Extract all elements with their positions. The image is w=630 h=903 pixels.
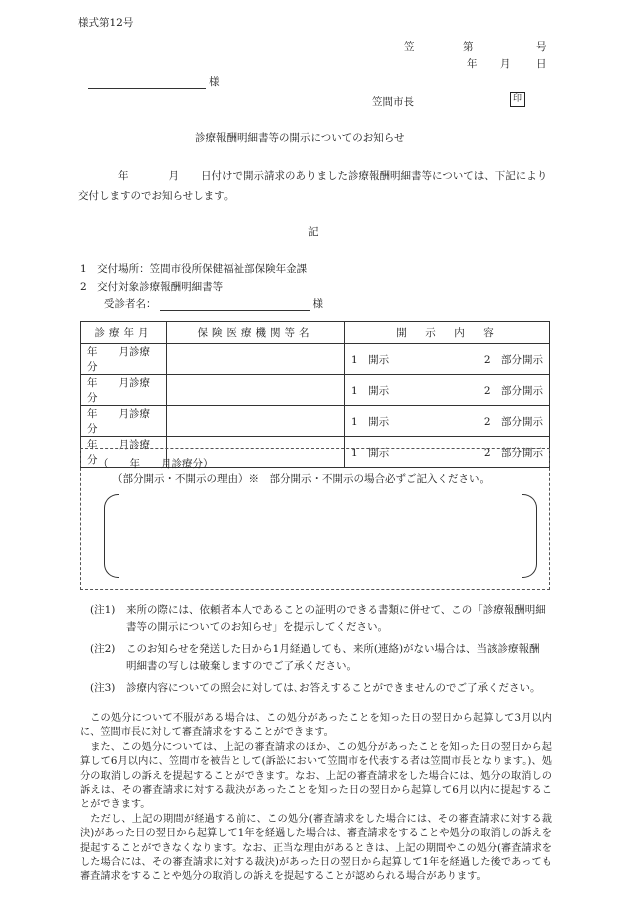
- option-partial-disclose: 2 部分開示: [483, 384, 543, 397]
- item-target-documents: 2 交付対象診療報酬明細書等: [80, 281, 224, 293]
- reason-box-month: （ 年 月診療分）: [98, 458, 214, 470]
- notes-section: [90, 602, 550, 702]
- appeal-notice: [80, 712, 552, 885]
- patient-name-line: [104, 296, 323, 311]
- note-item: [90, 641, 550, 675]
- treatment-month-cell: 年 月診療分: [81, 375, 167, 406]
- appeal-paragraph: ただし、上記の期間が経過する前に、この処分(審査請求をした場合には、その審査請求に対する裁決)があった日の翌日から起算して1年を経過した場合は、審査請求をすることや処分の取消しの訴えを提起することができなくなります。なお、正当な理由があるときは、上記の期間やこの処分(審査請求をした場合には、その審査請求に対する裁決)があった日の翌日から起算して1年を経過した後であっても審査請求をすることや処分の取消しの訴えを提起することが認められる場合があります。: [80, 813, 552, 883]
- document-title: 診療報酬明細書等の開示についてのお知らせ: [195, 132, 405, 144]
- disclosure-options-cell: [345, 344, 550, 375]
- disclosure-table: [80, 321, 550, 468]
- intro-body: 日付けで開示請求のありました診療報酬明細書等については、下記により交付しますのでお知らせします。: [78, 170, 548, 202]
- addressee: [88, 74, 220, 89]
- addressee-blank-line: [88, 76, 206, 89]
- option-disclose: 1 開示: [351, 384, 390, 397]
- note-item: [90, 680, 550, 697]
- header-treatment-month: 診療年月: [81, 322, 167, 344]
- option-disclose: 1 開示: [351, 415, 390, 428]
- treatment-month-cell: 年 月診療分: [81, 437, 167, 468]
- date-year: 年: [467, 58, 478, 70]
- treatment-month-cell: 年 月診療分: [81, 344, 167, 375]
- option-partial-disclose: 2 部分開示: [483, 353, 543, 366]
- option-disclose: 1 開示: [351, 353, 390, 366]
- patient-blank-line: [160, 298, 310, 311]
- note-number: (注1): [90, 604, 116, 616]
- reference-go: 号: [536, 41, 547, 53]
- disclosure-options-cell: [345, 406, 550, 437]
- table-header-row: [81, 322, 550, 344]
- patient-suffix: 様: [312, 298, 323, 310]
- reason-bracket-left: [104, 494, 119, 578]
- date-month: 月: [500, 58, 511, 70]
- note-text: 診療内容についての照会に対しては､お答えすることができませんのでご了承ください。: [126, 682, 541, 694]
- header-institution: 保険医療機関等名: [167, 322, 345, 344]
- option-disclose: 1 開示: [351, 446, 390, 459]
- table-row: [81, 375, 550, 406]
- intro-month: 月: [168, 170, 179, 182]
- appeal-paragraph: また、この処分については、上記の審査請求のほか、この処分があったことを知った日の翌日から起算して6月以内に、笠間市を被告として(訴訟において笠間市を代表する者は笠間市長となります。)、処分の取消しの訴えを提起することができます。なお、上記の審査請求をした場合には、処分の取消しの訴えは、その審査請求に対する裁決があったことを知った日の翌日から起算して6月以内に提起することができます。: [80, 741, 552, 811]
- option-partial-disclose: 2 部分開示: [483, 446, 543, 459]
- treatment-month-cell: 年 月診療分: [81, 406, 167, 437]
- intro-year: 年: [118, 170, 129, 182]
- institution-cell[interactable]: [167, 344, 345, 375]
- table-row: [81, 344, 550, 375]
- item-delivery-place: 1 交付場所：笠間市役所保健福祉部保険年金課: [80, 263, 308, 275]
- option-partial-disclose: 2 部分開示: [483, 415, 543, 428]
- institution-cell[interactable]: [167, 406, 345, 437]
- reference-dai: 第: [463, 41, 474, 53]
- form-number: 様式第12号: [78, 17, 134, 29]
- institution-cell[interactable]: [167, 375, 345, 406]
- intro-paragraph: [78, 166, 548, 206]
- sender-name: 笠間市長: [372, 96, 414, 108]
- reason-box-label: （部分開示・不開示の理由）※ 部分開示・不開示の場合必ずご記入ください。: [112, 473, 490, 485]
- addressee-suffix: 様: [209, 76, 220, 88]
- seal-mark: 印: [510, 92, 525, 107]
- header-disclosure-content: 開 示 内 容: [345, 322, 550, 344]
- reason-bracket-right: [522, 494, 537, 578]
- disclosure-options-cell: [345, 375, 550, 406]
- note-number: (注3): [90, 682, 116, 694]
- reference-prefix: 笠: [404, 41, 415, 53]
- appeal-paragraph: この処分について不服がある場合は、この処分があったことを知った日の翌日から起算して3月以内に、笠間市長に対して審査請求をすることができます。: [80, 713, 552, 739]
- note-number: (注2): [90, 643, 116, 655]
- note-text: 来所の際には、依頼者本人であることの証明のできる書類に併せて、この「診療報酬明細書等の開示についてのお知らせ」を提示してください。: [126, 604, 546, 633]
- ki-heading: 記: [308, 226, 319, 238]
- note-item: [90, 602, 550, 636]
- table-row: [81, 406, 550, 437]
- patient-label: 受診者名：: [104, 298, 157, 310]
- date-day: 日: [536, 58, 547, 70]
- note-text: このお知らせを発送した日から1月経過しても、来所(連絡)がない場合は、当該診療報酬明細書の写しは破棄しますのでご了承ください。: [126, 643, 540, 672]
